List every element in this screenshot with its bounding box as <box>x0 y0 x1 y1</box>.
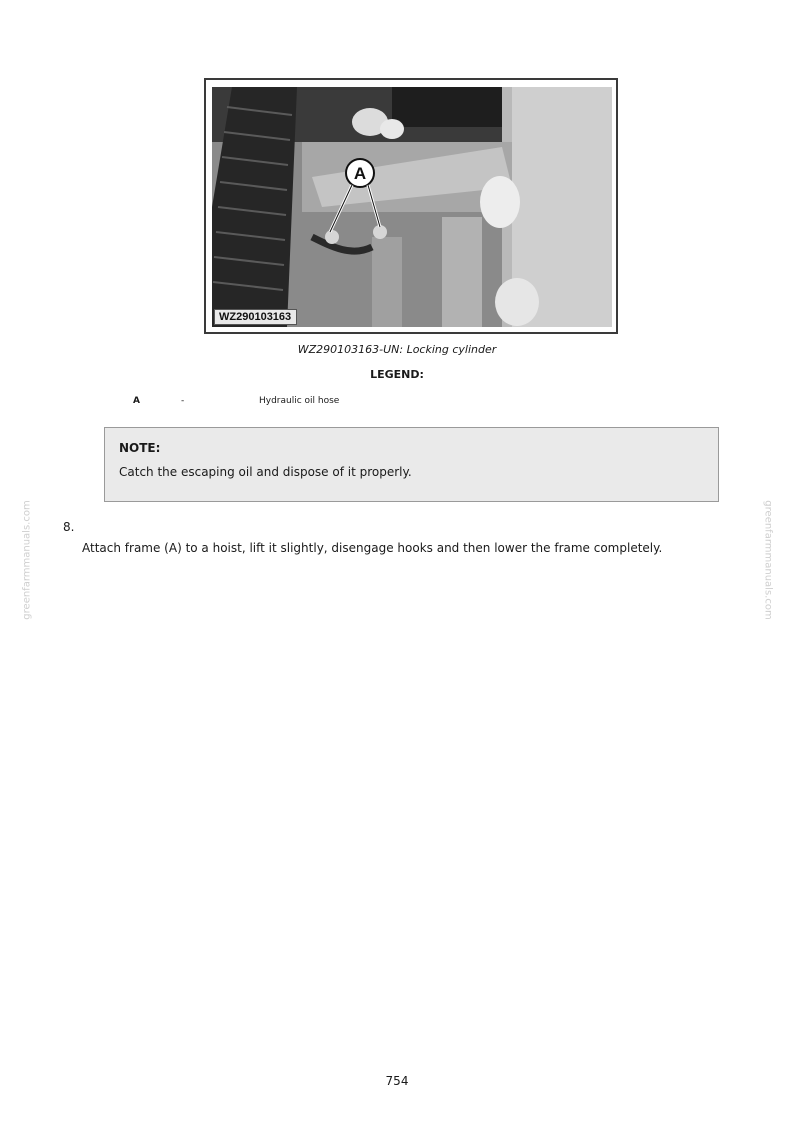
legend-title: LEGEND: <box>370 368 424 381</box>
step-number: 8. <box>63 520 75 534</box>
note-box <box>104 427 719 502</box>
legend-item-text: Hydraulic oil hose <box>259 396 340 406</box>
note-title: NOTE: <box>119 441 161 455</box>
note-text: Catch the escaping oil and dispose of it properly. <box>119 465 412 479</box>
page-number: 754 <box>385 1074 409 1088</box>
locking-cylinder-photo <box>212 87 612 327</box>
callout-label-a: A <box>353 164 367 183</box>
figure-frame <box>204 78 618 334</box>
watermark-left: greenfarmmanuals.com <box>21 500 33 620</box>
legend-item-separator: - <box>181 396 185 406</box>
figure-caption: WZ290103163-UN: Locking cylinder <box>297 343 497 356</box>
step-text: Attach frame (A) to a hoist, lift it slightly, disengage hooks and then lower the frame completely. <box>82 541 663 555</box>
legend-item-key: A <box>133 396 140 406</box>
photo-id-label: WZ290103163 <box>214 309 297 325</box>
watermark-right: greenfarmmanuals.com <box>762 500 774 620</box>
